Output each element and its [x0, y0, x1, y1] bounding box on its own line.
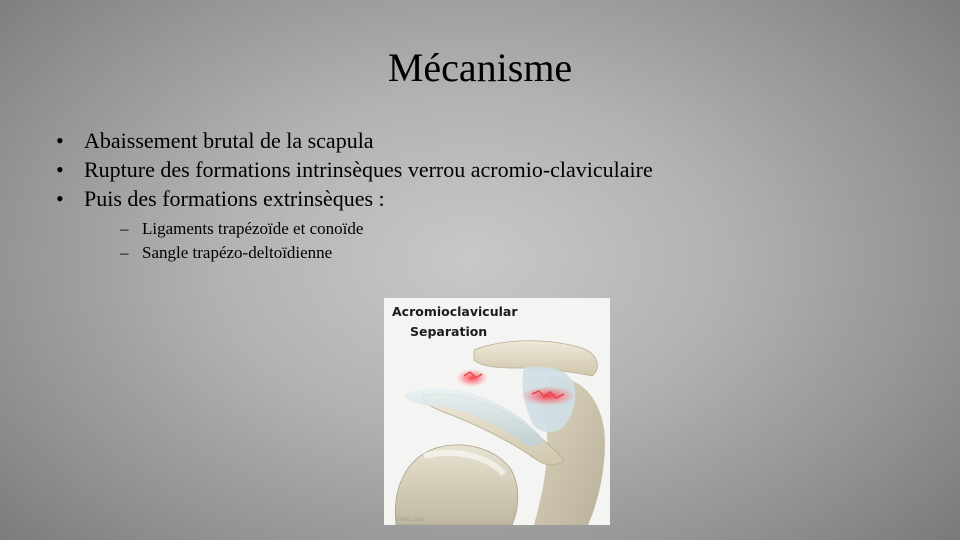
bullet-marker: •	[56, 128, 64, 153]
subbullet-list	[84, 217, 653, 265]
subbullet-text: Sangle trapézo-deltoïdienne	[142, 243, 333, 262]
acromioclavicular-separation-image	[384, 298, 610, 525]
bullet-text: Abaissement brutal de la scapula	[84, 128, 374, 153]
bullet-marker: •	[56, 186, 64, 211]
bullet-item	[56, 184, 653, 265]
bullet-item	[56, 126, 653, 155]
subbullet-item	[120, 241, 653, 265]
subbullet-text: Ligaments trapézoïde et conoïde	[142, 219, 364, 238]
bullet-text: Rupture des formations intrinsèques verrou acromio-claviculaire	[84, 157, 653, 182]
subbullet-marker: –	[120, 243, 129, 262]
subbullet-item	[120, 217, 653, 241]
subbullet-marker: –	[120, 219, 129, 238]
shoulder-illustration	[384, 298, 610, 525]
figure-copyright: ©MMG 2001	[396, 518, 425, 523]
tear-highlight-left	[456, 369, 488, 387]
figure-caption-line2: Separation	[410, 324, 488, 339]
tear-highlight-right	[520, 386, 576, 406]
figure-caption-line1: Acromioclavicular	[392, 304, 518, 319]
bullet-marker: •	[56, 157, 64, 182]
bullet-list	[56, 126, 653, 265]
slide-title: Mécanisme	[387, 45, 573, 90]
bullet-item	[56, 155, 653, 184]
bullet-text: Puis des formations extrinsèques :	[84, 186, 385, 211]
